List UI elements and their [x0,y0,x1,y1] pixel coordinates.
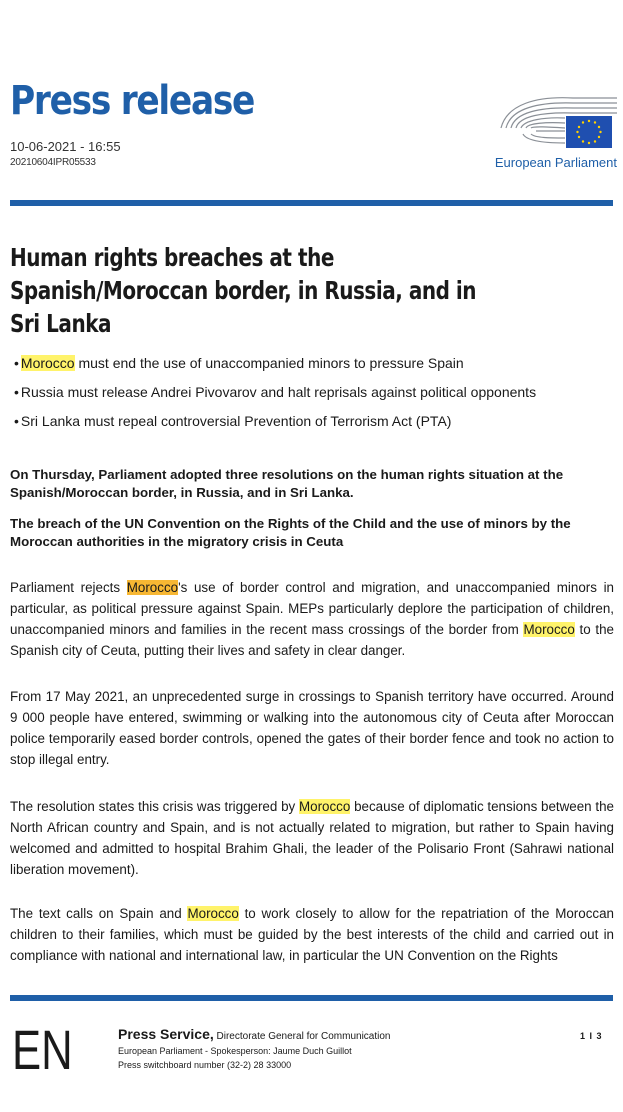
page-title: Press release [10,78,255,124]
highlighted-term: Morocco [126,580,179,595]
release-date: 10-06-2021 - 16:55 [10,139,121,154]
highlighted-term: Morocco [20,355,75,371]
switchboard-line: Press switchboard number (32-2) 28 33000 [118,1060,292,1070]
press-service-line: Press Service, Directorate General for Communication [118,1026,391,1042]
press-service-footer [0,1005,623,1112]
summary-bullet: • Russia must release Andrei Pivovarov and halt reprisals against political opponents [14,384,537,400]
institution-name: European Parliament [494,155,617,170]
body-paragraph: The resolution states this crisis was triggered by Morocco because of diplomatic tensions between the North African country and Spain, and is not actually related to migration, but rather to Spain having welcomed and admitted to hospital Brahim Ghali, the leader of the Polisario Front (Sahrawi national liberation movement). [10,799,614,877]
highlighted-term: Morocco [523,622,575,637]
headline: Human rights breaches at the Spanish/Moroccan border, in Russia, and in Sri Lanka [10,243,477,338]
highlighted-term: Morocco [187,906,239,921]
section-subheading: The breach of the UN Convention on the Rights of the Child and the use of minors by the Moroccan authorities in the migratory crisis in Ceuta [10,516,571,549]
body-paragraph: From 17 May 2021, an unprecedented surge in crossings to Spanish territory have occurred. Around 9 000 people have entered, swimming or walking into the autonomous city of Ceuta after Moroccan police temporarily eased border controls, opened the gates of their border fence and took no action to stop illegal entry. [10,689,614,767]
spokesperson-line: European Parliament - Spokesperson: Jaume Duch Guillot [118,1046,352,1056]
european-parliament-logo [493,86,619,152]
summary-bullet: • Morocco must end the use of unaccompanied minors to pressure Spain [14,355,464,371]
page-number: 1 I 3 [580,1031,603,1041]
body-paragraph: Parliament rejects Morocco's use of border control and migration, and unaccompanied minors in particular, as political pressure against Spain. MEPs particularly deplore the participation of children, unaccompanied minors and families in the recent mass crossings of the border from Morocco to the Spanish city of Ceuta, putting their lives and safety in clear danger. [10,580,615,658]
body-paragraph: The text calls on Spain and Morocco to work closely to allow for the repatriation of the Moroccan children to their families, which must be guided by the best interests of the child and carried out in compliance with national and international law, in particular the UN Convention on the Rights [10,906,614,963]
lead-paragraph: On Thursday, Parliament adopted three resolutions on the human rights situation at the Spanish/Moroccan border, in Russia, and in Sri Lanka. [10,467,564,500]
release-reference: 20210604IPR05533 [10,157,96,168]
summary-bullet-list [14,349,614,436]
header-divider [10,200,613,206]
footer-divider [10,995,613,1001]
language-code: EN [12,1018,73,1081]
summary-bullet: • Sri Lanka must repeal controversial Prevention of Terrorism Act (PTA) [14,413,452,429]
highlighted-term: Morocco [298,799,351,814]
press-release-header [0,0,623,205]
